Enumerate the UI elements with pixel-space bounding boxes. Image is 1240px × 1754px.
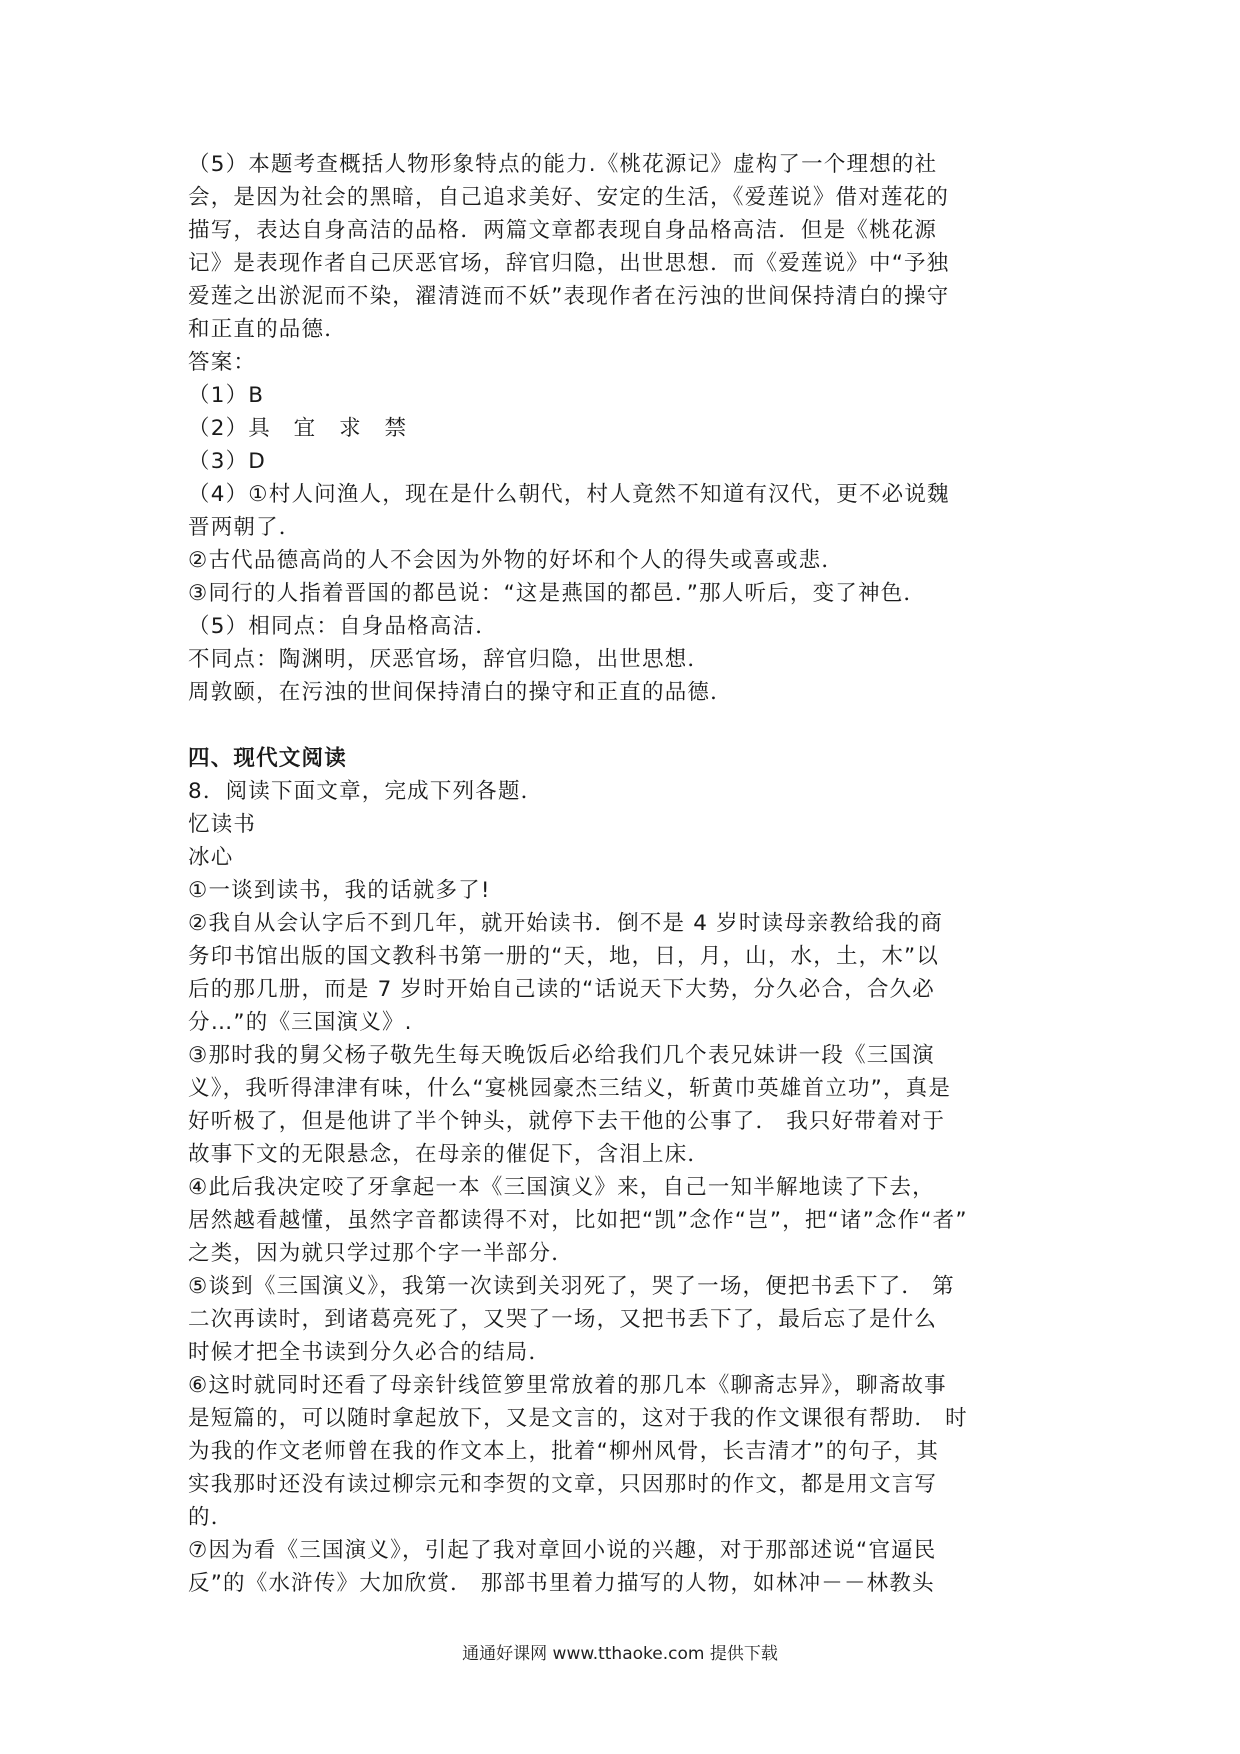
text-line: 冰心 — [188, 845, 234, 870]
text-line: 会，是因为社会的黑暗，自己追求美好、安定的生活，《爱莲说》借对莲花的 — [188, 185, 950, 210]
section-heading: 四、现代文阅读 — [188, 746, 347, 771]
text-line: 答案： — [188, 350, 257, 375]
text-line: ③同行的人指着晋国的都邑说：“这是燕国的都邑．”那人听后，变了神色． — [188, 581, 927, 606]
text-line: （3）D — [188, 449, 267, 474]
text-line: 好听极了，但是他讲了半个钟头，就停下去干他的公事了． 我只好带着对于 — [188, 1109, 946, 1134]
text-line: ②古代品德高尚的人不会因为外物的好坏和个人的得失或喜或悲． — [188, 548, 845, 573]
text-line: 8．阅读下面文章，完成下列各题． — [188, 779, 544, 804]
text-line: 之类，因为就只学过那个字一半部分． — [188, 1241, 574, 1266]
text-line: （4）①村人问渔人，现在是什么朝代，村人竟然不知道有汉代，更不必说魏 — [188, 482, 950, 507]
section-gap — [188, 709, 1056, 742]
reading-section — [188, 775, 1056, 1600]
text-line: ②我自从会认字后不到几年，就开始读书．倒不是 4 岁时读母亲教给我的商 — [188, 911, 944, 936]
text-line: ④此后我决定咬了牙拿起一本《三国演义》来，自己一知半解地读了下去， — [188, 1175, 935, 1200]
text-line: 晋两朝了． — [188, 515, 302, 540]
text-line: 二次再读时，到诸葛亮死了，又哭了一场，又把书丢下了，最后忘了是什么 — [188, 1307, 938, 1332]
text-line: 的． — [188, 1505, 234, 1530]
text-line: 后的那几册，而是 7 岁时开始自己读的“话说天下大势，分久必合，合久必 — [188, 977, 935, 1002]
text-line: ①一谈到读书，我的话就多了! — [188, 878, 491, 903]
text-line: （1）B — [188, 383, 265, 408]
text-line: 义》，我听得津津有味，什么“宴桃园豪杰三结义，斩黄巾英雄首立功”，真是 — [188, 1076, 952, 1101]
text-line: 描写，表达自身高洁的品格．两篇文章都表现自身品格高洁．但是《桃花源 — [188, 218, 938, 243]
text-line: 不同点：陶渊明，厌恶官场，辞官归隐，出世思想． — [188, 647, 711, 672]
text-line: 记》是表现作者自己厌恶官场，辞官归隐，出世思想．而《爱莲说》中“予独 — [188, 251, 950, 276]
text-line: （5）相同点：自身品格高洁． — [188, 614, 498, 639]
text-line: 周敦颐，在污浊的世间保持清白的操守和正直的品德． — [188, 680, 733, 705]
text-line: ⑤谈到《三国演义》，我第一次读到关羽死了，哭了一场，便把书丢下了． 第 — [188, 1274, 955, 1299]
text-line: ⑥这时就同时还看了母亲针线笸箩里常放着的那几本《聊斋志异》，聊斋故事 — [188, 1373, 947, 1398]
text-line: 爱莲之出淤泥而不染，濯清涟而不妖”表现作者在污浊的世间保持清白的操守 — [188, 284, 950, 309]
text-line: 为我的作文老师曾在我的作文本上，批着“柳州风骨，长吉清才”的句子，其 — [188, 1439, 940, 1464]
text-line: 务印书馆出版的国文教科书第一册的“天，地，日，月，山，水，土，木”以 — [188, 944, 940, 969]
text-line: ③那时我的舅父杨子敬先生每天晚饭后必给我们几个表兄妹讲一段《三国演 — [188, 1043, 935, 1068]
text-line: 是短篇的，可以随时拿起放下，又是文言的，这对于我的作文课很有帮助． 时 — [188, 1406, 968, 1431]
text-line: 时候才把全书读到分久必合的结局． — [188, 1340, 552, 1365]
page-footer: 通通好课网 www.tthaoke.com 提供下载 — [462, 1644, 778, 1664]
text-line: 故事下文的无限悬念，在母亲的催促下，含泪上床． — [188, 1142, 711, 1167]
text-line: 反”的《水浒传》大加欣赏． 那部书里着力描写的人物，如林冲－－林教头 — [188, 1571, 935, 1596]
text-line: ⑦因为看《三国演义》，引起了我对章回小说的兴趣，对于那部述说“官逼民 — [188, 1538, 937, 1563]
document-page — [188, 148, 1056, 1600]
text-line: （5）本题考查概括人物形象特点的能力.《桃花源记》虚构了一个理想的社 — [188, 152, 938, 177]
text-line: （2）具 宜 求 禁 — [188, 416, 408, 441]
text-line: 分…”的《三国演义》. — [188, 1010, 413, 1035]
text-line: 忆读书 — [188, 812, 257, 837]
text-line: 和正直的品德． — [188, 317, 347, 342]
text-line: 实我那时还没有读过柳宗元和李贺的文章，只因那时的作文，都是用文言写 — [188, 1472, 938, 1497]
text-line: 居然越看越懂，虽然字音都读得不对，比如把“凯”念作“岂”，把“诸”念作“者” — [188, 1208, 968, 1233]
answer-section — [188, 148, 1056, 709]
